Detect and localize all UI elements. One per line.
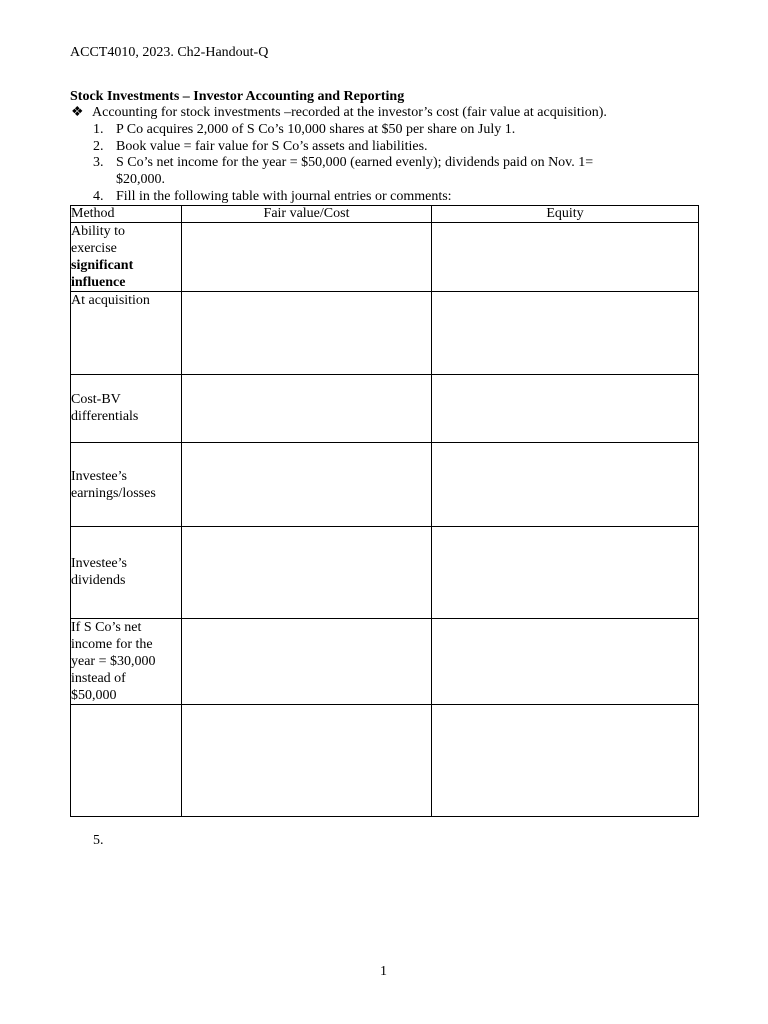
row-label-significant-influence <box>71 223 182 292</box>
row-label-line: exercise <box>71 241 117 256</box>
equity-cell[interactable] <box>432 705 699 817</box>
page-number: 1 <box>380 964 387 979</box>
row-label-investee-earnings <box>71 443 182 527</box>
row-label-line: $50,000 <box>71 688 117 703</box>
table-row <box>71 375 699 443</box>
list-number: 2. <box>93 139 104 154</box>
row-label-line-bold: influence <box>71 275 126 290</box>
row-label-line: Cost-BV <box>71 392 121 407</box>
table-row <box>71 443 699 527</box>
row-label-investee-dividends <box>71 527 182 619</box>
fair-value-cost-cell[interactable] <box>182 527 432 619</box>
fair-value-cost-cell[interactable] <box>182 223 432 292</box>
table-header-row <box>71 206 699 223</box>
equity-cell[interactable] <box>432 619 699 705</box>
column-header-method: Method <box>71 206 182 223</box>
row-label-line: differentials <box>71 409 139 424</box>
list-item-text: P Co acquires 2,000 of S Co’s 10,000 shares at $50 per share on July 1. <box>116 122 516 137</box>
list-item-text: Fill in the following table with journal entries or comments: <box>116 189 452 204</box>
row-label-line: instead of <box>71 671 126 686</box>
column-header-equity: Equity <box>432 206 699 223</box>
section-title: Stock Investments – Investor Accounting and Reporting <box>70 89 405 104</box>
row-label-line: Investee’s <box>71 556 127 571</box>
table-row <box>71 527 699 619</box>
row-label-empty <box>71 705 182 817</box>
row-label-line: year = $30,000 <box>71 654 156 669</box>
equity-cell[interactable] <box>432 443 699 527</box>
list-number: 4. <box>93 189 104 204</box>
equity-cell[interactable] <box>432 292 699 375</box>
table-row <box>71 705 699 817</box>
document-header: ACCT4010, 2023. Ch2-Handout-Q <box>70 45 269 60</box>
list-item-text: S Co’s net income for the year = $50,000 (earned evenly); dividends paid on Nov. 1= <box>116 155 594 170</box>
list-item-text: Book value = fair value for S Co’s assets and liabilities. <box>116 139 428 154</box>
bullet-text: Accounting for stock investments –recorded at the investor’s cost (fair value at acquisition). <box>92 105 607 120</box>
list-number: 1. <box>93 122 104 137</box>
equity-cell[interactable] <box>432 375 699 443</box>
equity-cell[interactable] <box>432 223 699 292</box>
fair-value-cost-cell[interactable] <box>182 292 432 375</box>
row-label-line: Investee’s <box>71 469 127 484</box>
fair-value-cost-cell[interactable] <box>182 443 432 527</box>
table-row <box>71 223 699 292</box>
fair-value-cost-cell[interactable] <box>182 705 432 817</box>
equity-cell[interactable] <box>432 527 699 619</box>
table-row <box>71 619 699 705</box>
row-label-line: Ability to <box>71 224 126 239</box>
row-label-line-bold: significant <box>71 258 134 273</box>
row-label-net-income-scenario <box>71 619 182 705</box>
fair-value-cost-cell[interactable] <box>182 619 432 705</box>
accounting-methods-table <box>70 205 699 817</box>
row-label-at-acquisition <box>71 292 182 375</box>
row-label-line: At acquisition <box>71 293 150 308</box>
fair-value-cost-cell[interactable] <box>182 375 432 443</box>
row-label-line: income for the <box>71 637 153 652</box>
row-label-line: dividends <box>71 573 126 588</box>
row-label-cost-bv-differentials <box>71 375 182 443</box>
list-item-5: 5. <box>93 833 104 848</box>
row-label-line: earnings/losses <box>71 486 156 501</box>
column-header-fair-value-cost: Fair value/Cost <box>182 206 432 223</box>
list-item-text-continuation: $20,000. <box>116 172 165 187</box>
list-number: 3. <box>93 155 104 170</box>
table-row <box>71 292 699 375</box>
row-label-line: If S Co’s net <box>71 620 142 635</box>
bullet-icon: ❖ <box>71 105 84 120</box>
